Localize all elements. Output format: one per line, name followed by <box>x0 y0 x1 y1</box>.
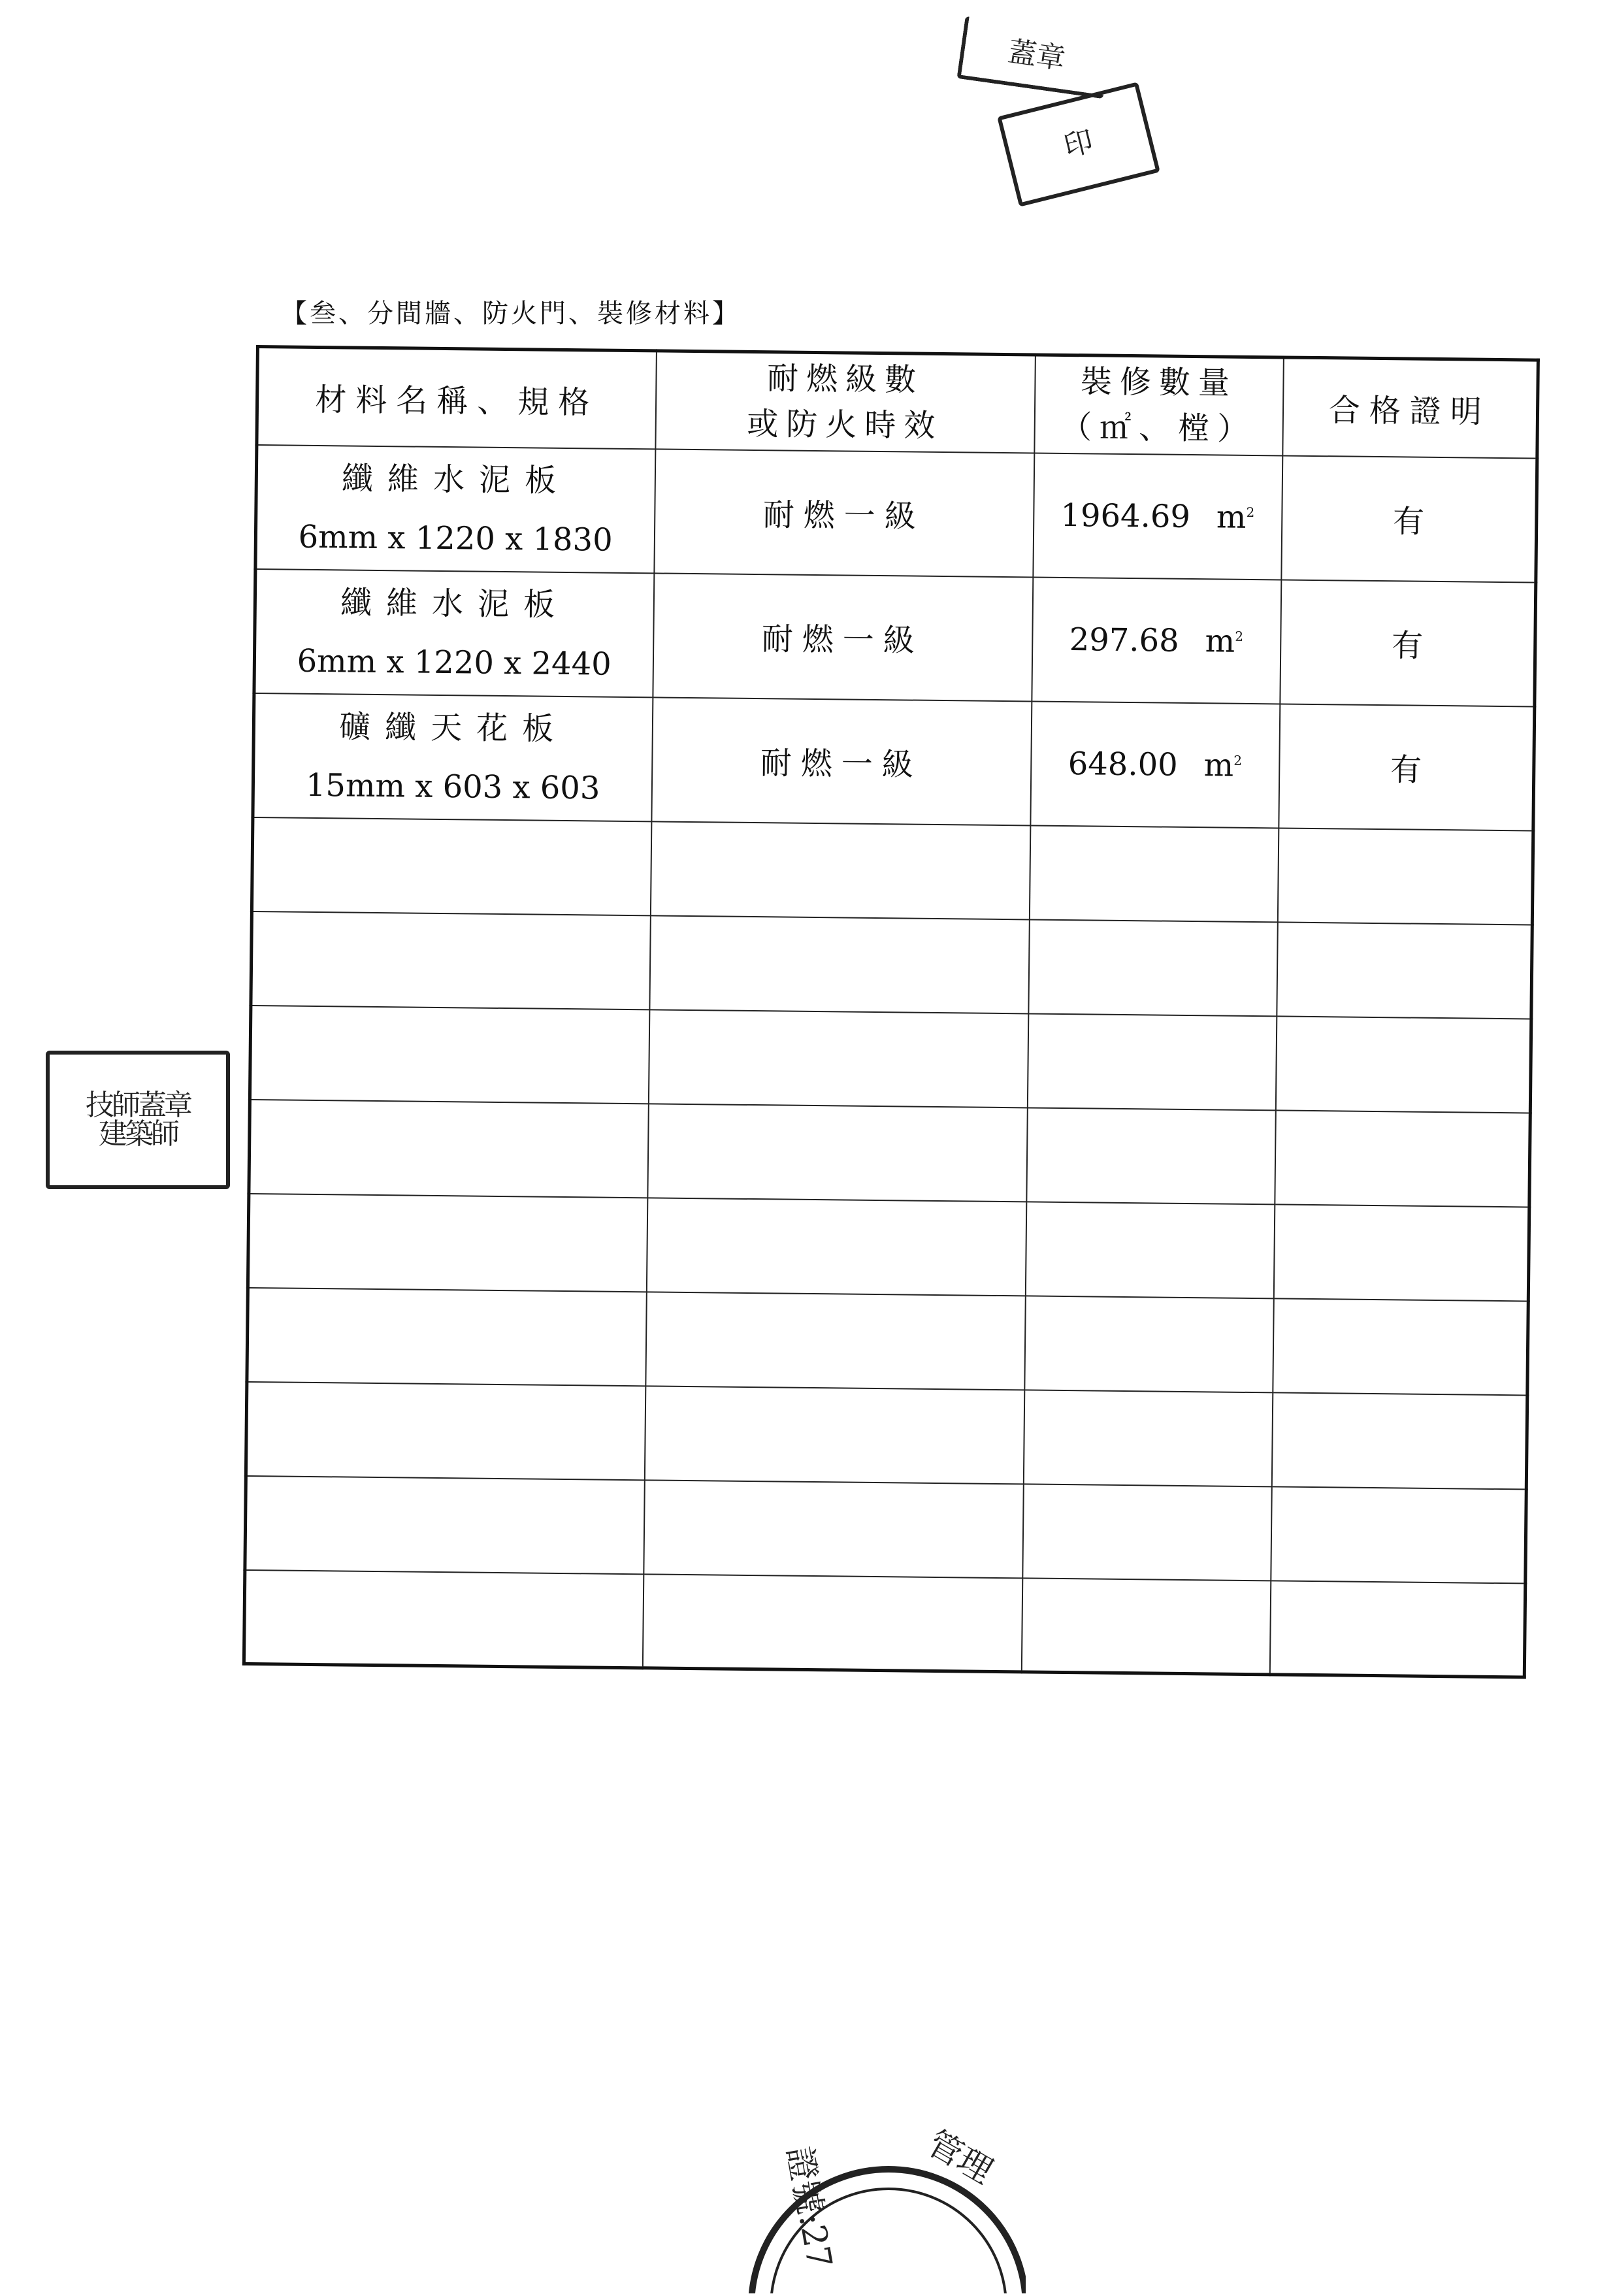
quantity-unit: m <box>1203 746 1234 784</box>
quantity-cell: 1964.69 $m^2$ <box>1033 453 1282 580</box>
quantity-unit: m <box>1216 498 1247 536</box>
fire-rating-cell: 耐燃一級 <box>654 449 1034 577</box>
blank-row <box>245 1475 1526 1583</box>
table-row <box>253 693 1535 830</box>
material-cell <box>255 445 655 573</box>
seal-stamp-top: 蓋章 <box>956 16 1111 99</box>
quantity-cell: 297.68 $m^2$ <box>1032 577 1281 704</box>
blank-row <box>249 1099 1530 1207</box>
certificate-cell: 有 <box>1281 455 1537 582</box>
header-certificate: 合格證明 <box>1282 357 1539 458</box>
fire-rating-cell: 耐燃一級 <box>653 573 1033 701</box>
blank-row <box>250 1005 1531 1113</box>
section-title: 【叁、分間牆、防火門、裝修材料】 <box>281 299 741 329</box>
material-name: 纖維水泥板 <box>341 459 571 499</box>
certificate-cell: 有 <box>1280 580 1536 706</box>
blank-row <box>252 817 1533 925</box>
material-cell <box>253 693 653 821</box>
quantity-value: 1964.69 <box>1060 497 1191 535</box>
blank-row <box>248 1193 1529 1301</box>
quantity-value: 297.68 <box>1069 621 1179 659</box>
round-seal-bottom <box>732 2110 1026 2293</box>
blank-row <box>247 1287 1528 1395</box>
quantity-value: 648.00 <box>1068 745 1178 783</box>
material-spec: 15mm x 603 x 603 <box>305 766 600 807</box>
header-name-spec: 材料名稱、規格 <box>257 347 657 449</box>
seal-arc-text: 管理 <box>921 2124 1000 2192</box>
seal-stamp-left: 技師蓋章 建築師 <box>46 1051 230 1189</box>
seal-number-text: 證號:27 <box>779 2143 840 2272</box>
header-quantity: 裝修數量 （㎡、樘） <box>1034 355 1284 455</box>
header-fire-rating: 耐燃級數 或防火時效 <box>655 351 1036 453</box>
material-name: 纖維水泥板 <box>340 583 570 623</box>
material-spec: 6mm x 1220 x 1830 <box>298 518 613 559</box>
quantity-unit: m <box>1205 622 1235 660</box>
material-cell <box>254 569 654 697</box>
materials-table <box>242 345 1540 1679</box>
table-header-row <box>257 347 1538 459</box>
fire-rating-cell: 耐燃一級 <box>651 697 1032 825</box>
blank-row <box>251 911 1532 1019</box>
table-row <box>255 445 1537 583</box>
material-name: 礦纖天花板 <box>338 708 568 747</box>
quantity-cell: 648.00 $m^2$ <box>1030 701 1280 828</box>
blank-row <box>246 1381 1527 1489</box>
seal-stamp-top-second: 印 <box>997 82 1160 206</box>
material-spec: 6mm x 1220 x 2440 <box>297 642 612 683</box>
certificate-cell: 有 <box>1279 704 1535 830</box>
table-row <box>254 569 1536 707</box>
blank-row <box>244 1569 1525 1677</box>
